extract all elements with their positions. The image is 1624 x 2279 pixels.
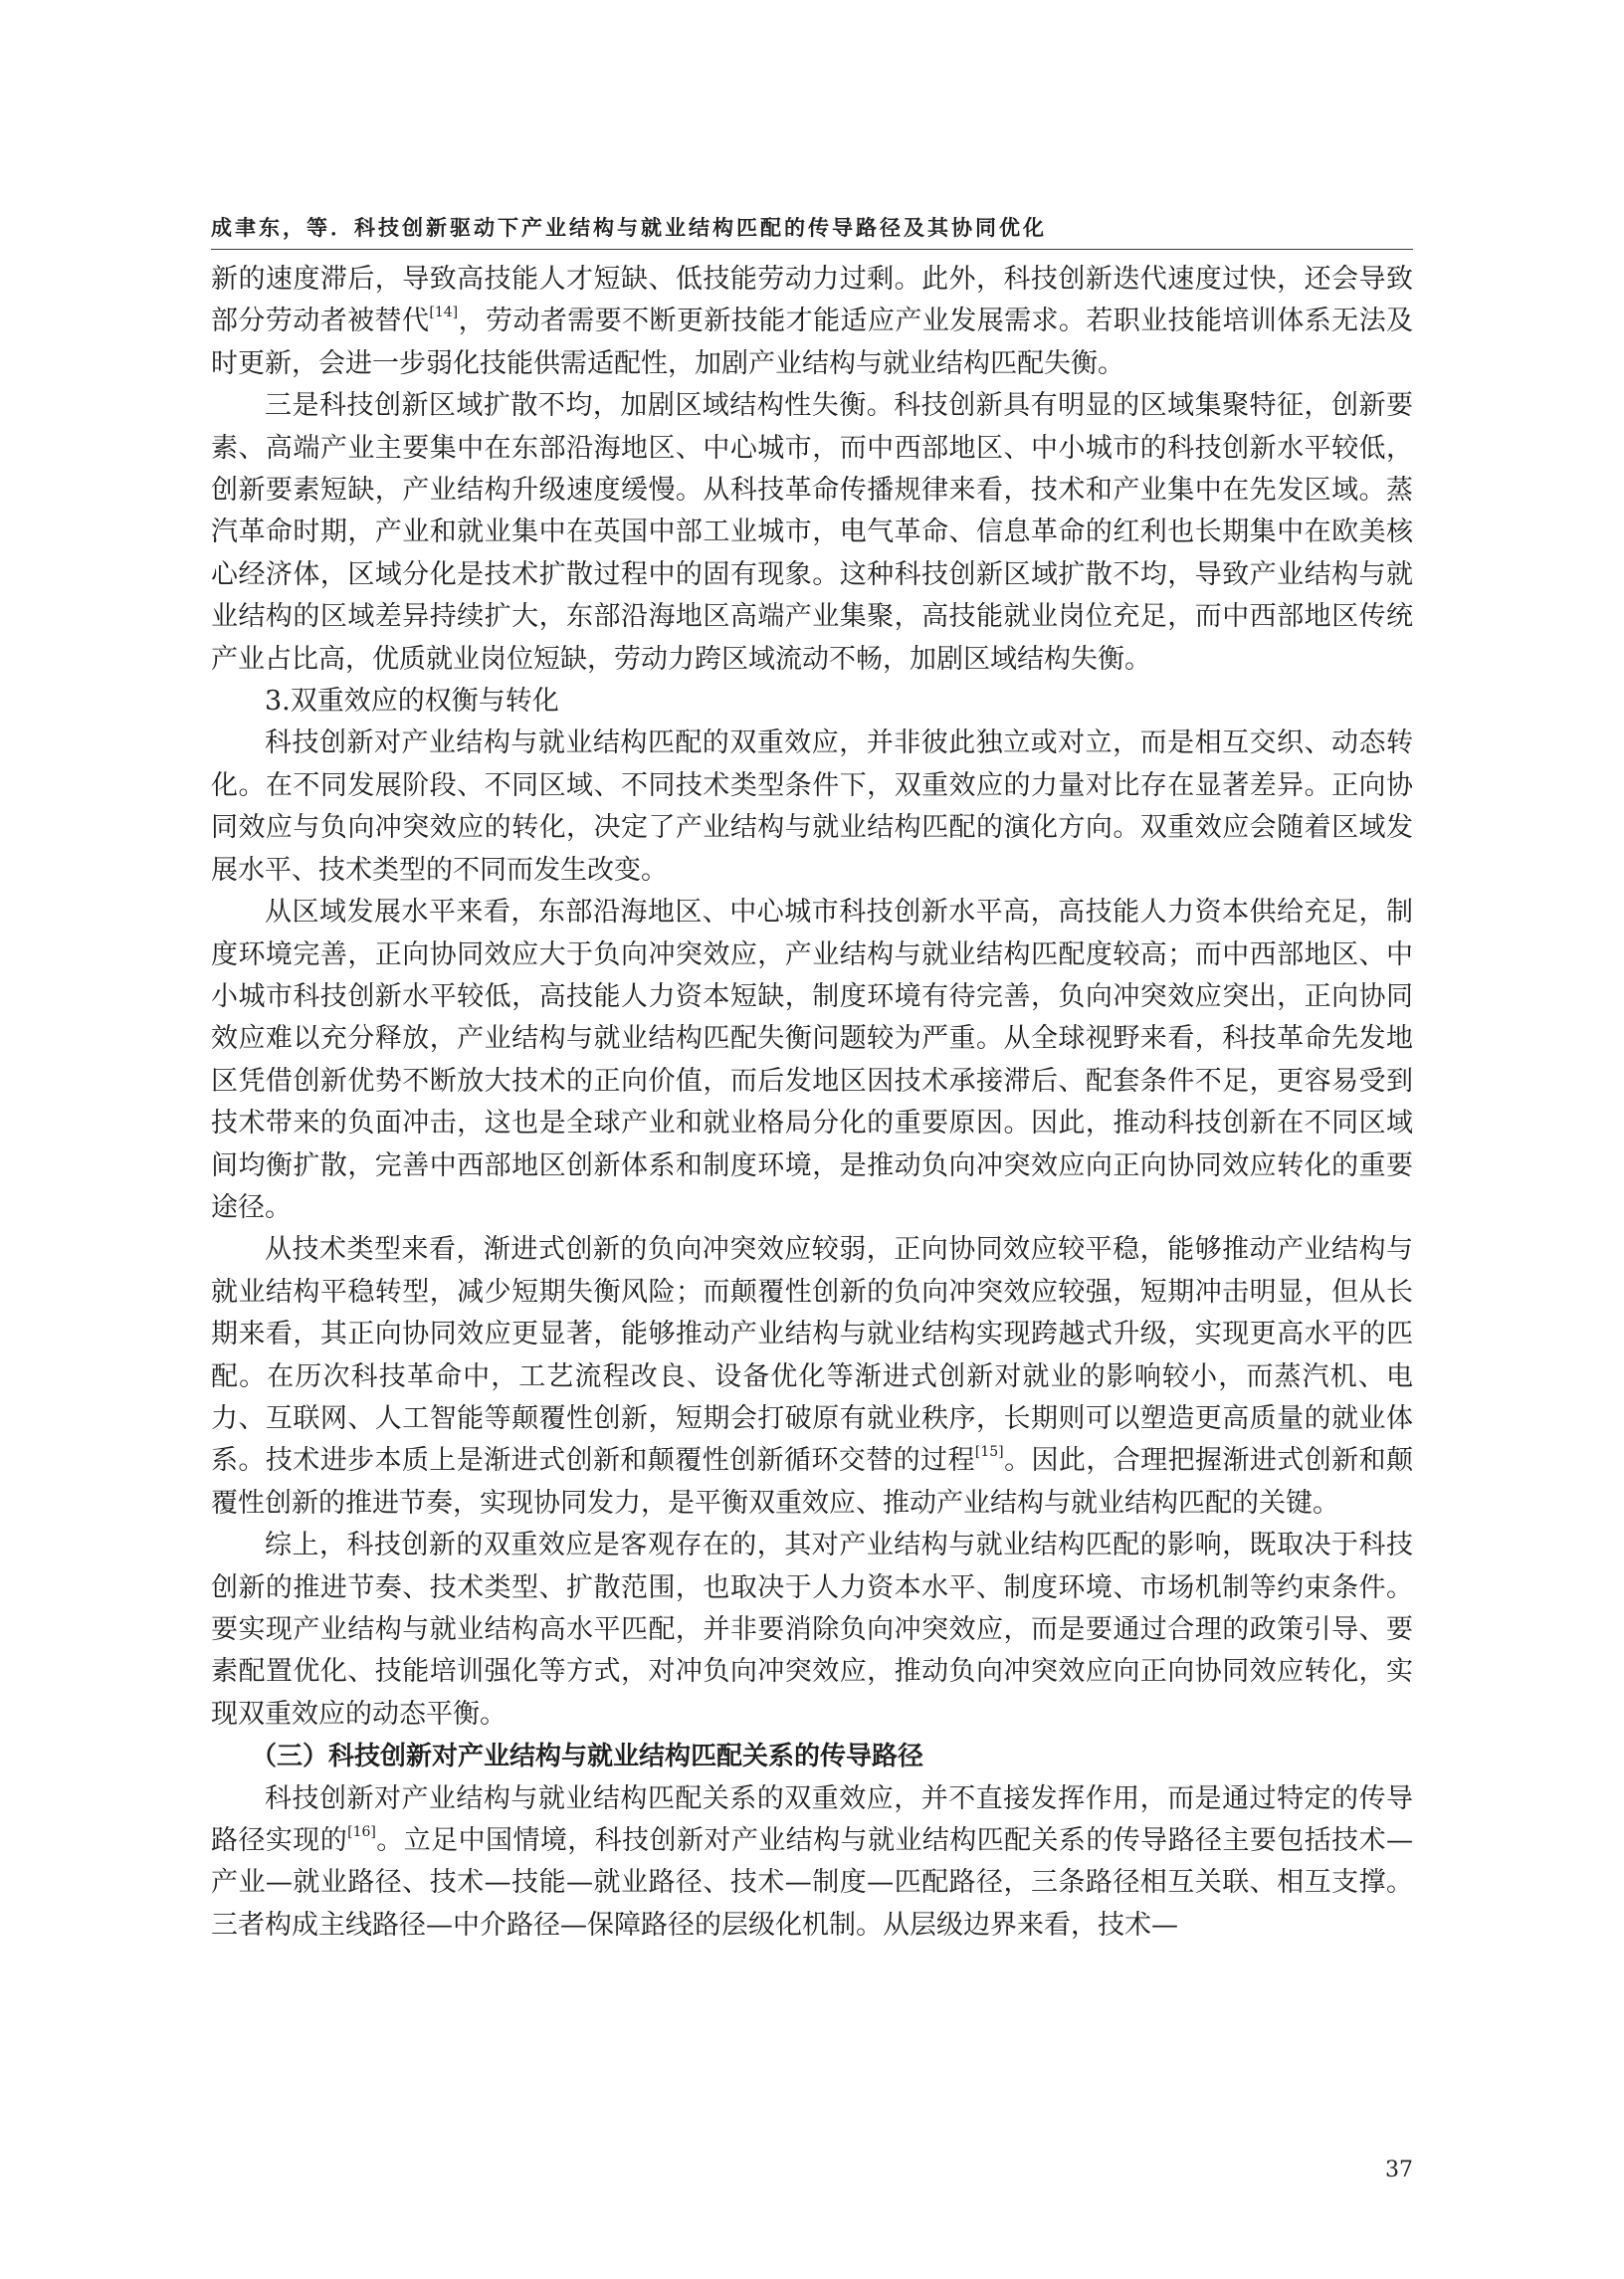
header-rule [211, 249, 1413, 250]
citation-marker: [15] [974, 1444, 1004, 1461]
citation-marker: [14] [429, 305, 459, 321]
section-heading-transmission-path: （三）科技创新对产业结构与就业结构匹配关系的传导路径 [251, 1742, 924, 1772]
paragraph-regional-imbalance: 三是科技创新区域扩散不均，加剧区域结构性失衡。科技创新具有明显的区域集聚特征，创新要素、高端产业主要集中在东部沿海地区、中心城市，而中西部地区、中小城市的科技创新水平较低，创新要素短缺，产业结构升级速度缓慢。从科技革命传播规律来看，技术和产业集中在先发区域。蒸汽革命时期，产业和就业集中在英国中部工业城市，电气革命、信息革命的红利也长期集中在欧美核心经济体，区域分化是技术扩散过程中的固有现象。这种科技创新区域扩散不均，导致产业结构与就业结构的区域差异持续扩大，东部沿海地区高端产业集聚，高技能就业岗位充足，而中西部地区传统产业占比高，优质就业岗位短缺，劳动力跨区域流动不畅，加剧区域结构失衡。 [211, 390, 1413, 675]
paragraph-dual-effect: 科技创新对产业结构与就业结构匹配的双重效应，并非彼此独立或对立，而是相互交织、动态转化。在不同发展阶段、不同区域、不同技术类型条件下，双重效应的力量对比存在显著差异。正向协同效应与负向冲突效应的转化，决定了产业结构与就业结构匹配的演化方向。双重效应会随着区域发展水平、技术类型的不同而发生改变。 [211, 727, 1413, 886]
paragraph-text: 。因此，合理把握渐进式创新和颠覆性创新的推进节奏，实现协同发力，是平衡双重效应、推动产业结构与就业结构匹配的关键。 [211, 1445, 1414, 1519]
body-text [211, 259, 1413, 1947]
paragraph-text: 科技创新对产业结构与就业结构匹配关系的双重效应，并不直接发挥作用，而是通过特定的传导路径实现的 [211, 1782, 1413, 1857]
paragraph-technology-type [211, 1229, 1413, 1525]
paragraph-continuation [211, 259, 1413, 385]
paragraph-transmission-path [211, 1778, 1413, 1948]
paragraph-summary: 综上，科技创新的双重效应是客观存在的，其对产业结构与就业结构匹配的影响，既取决于科技创新的推进节奏、技术类型、扩散范围，也取决于人力资本水平、制度环境、市场机制等约束条件。要实现产业结构与就业结构高水平匹配，并非要消除负向冲突效应，而是要通过合理的政策引导、要素配置优化、技能培训强化等方式，对冲负向冲突效应，推动负向冲突效应向正向协同效应转化，实现双重效应的动态平衡。 [211, 1530, 1413, 1730]
running-header: 成聿东，等．科技创新驱动下产业结构与就业结构匹配的传导路径及其协同优化 [211, 215, 1047, 240]
paragraph-text: 从技术类型来看，渐进式创新的负向冲突效应较弱，正向协同效应较平稳，能够推动产业结构与就业结构平稳转型，减少短期失衡风险；而颠覆性创新的负向冲突效应较强，短期冲击明显，但从长期来看，其正向协同效应更显著，能够推动产业结构与就业结构实现跨越式升级，实现更高水平的匹配。在历次科技革命中，工艺流程改良、设备优化等渐进式创新对就业的影响较小，而蒸汽机、电力、互联网、人工智能等颠覆性创新，短期会打破原有就业秩序，长期则可以塑造更高质量的就业体系。技术进步本质上是渐进式创新和颠覆性创新循环交替的过程 [211, 1234, 1413, 1477]
citation-marker: [16] [347, 1824, 376, 1841]
page-number: 37 [1385, 2158, 1413, 2182]
paragraph-text: ，劳动者需要不断更新技能才能适应产业发展需求。若职业技能培训体系无法及时更新，会进一步弱化技能供需适配性，加剧产业结构与就业结构匹配失衡。 [211, 306, 1414, 379]
subheading-dual-effect: 3.双重效应的权衡与转化 [265, 686, 559, 718]
paragraph-text: 。立足中国情境，科技创新对产业结构与就业结构匹配关系的传导路径主要包括技术—产业—就业路径、技术—技能—就业路径、技术—制度—匹配路径，三条路径相互关联、相互支撑。三者构成主线路径—中介路径—保障路径的层级化机制。从层级边界来看，技术— [211, 1825, 1414, 1941]
paragraph-regional-level: 从区域发展水平来看，东部沿海地区、中心城市科技创新水平高，高技能人力资本供给充足，制度环境完善，正向协同效应大于负向冲突效应，产业结构与就业结构匹配度较高；而中西部地区、中小城市科技创新水平较低，高技能人力资本短缺，制度环境有待完善，负向冲突效应突出，正向协同效应难以充分释放，产业结构与就业结构匹配失衡问题较为严重。从全球视野来看，科技革命先发地区凭借创新优势不断放大技术的正向价值，而后发地区因技术承接滞后、配套条件不足，更容易受到技术带来的负面冲击，这也是全球产业和就业格局分化的重要原因。因此，推动科技创新在不同区域间均衡扩散，完善中西部地区创新体系和制度环境，是推动负向冲突效应向正向协同效应转化的重要途径。 [211, 897, 1413, 1223]
paragraph-text: 新的速度滞后，导致高技能人才短缺、低技能劳动力过剩。此外，科技创新迭代速度过快，还会导致部分劳动者被替代 [211, 264, 1413, 337]
